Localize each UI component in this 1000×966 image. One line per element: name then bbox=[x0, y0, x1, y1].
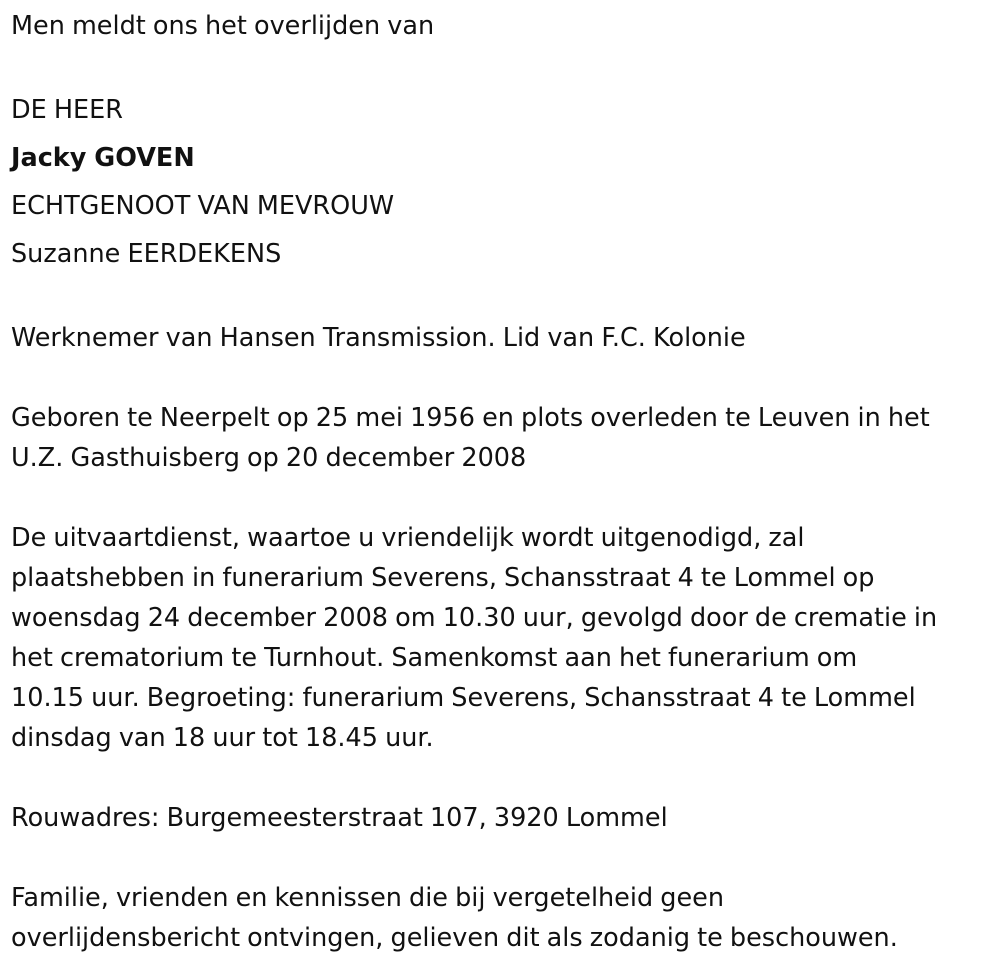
honorific-title: DE HEER bbox=[11, 95, 123, 125]
funeral-line-4: het crematorium te Turnhout. Samenkomst aan het funerarium om bbox=[11, 643, 858, 673]
spacer bbox=[11, 758, 996, 798]
birth-death-line-1: Geboren te Neerpelt op 25 mei 1956 en plots overleden te Leuven in het bbox=[11, 403, 930, 433]
mourning-address: Rouwadres: Burgemeesterstraat 107, 3920 Lommel bbox=[11, 803, 668, 833]
spacer bbox=[11, 478, 996, 518]
spacer bbox=[11, 838, 996, 878]
intro-text: Men meldt ons het overlijden van bbox=[11, 11, 435, 41]
occupation-text: Werknemer van Hansen Transmission. Lid van F.C. Kolonie bbox=[11, 323, 746, 353]
funeral-line-2: plaatshebben in funerarium Severens, Schansstraat 4 te Lommel op bbox=[11, 563, 875, 593]
funeral-line-5: 10.15 uur. Begroeting: funerarium Severens, Schansstraat 4 te Lommel bbox=[11, 683, 916, 713]
closing-line-1: Familie, vrienden en kennissen die bij vergetelheid geen bbox=[11, 883, 724, 913]
funeral-line-1: De uitvaartdienst, waartoe u vriendelijk wordt uitgenodigd, zal bbox=[11, 523, 805, 553]
birth-death-line-2: U.Z. Gasthuisberg op 20 december 2008 bbox=[11, 443, 527, 473]
spacer bbox=[11, 278, 996, 318]
spouse-title: ECHTGENOOT VAN MEVROUW bbox=[11, 191, 395, 221]
closing-line-2: overlijdensbericht ontvingen, gelieven dit als zodanig te beschouwen. bbox=[11, 923, 898, 953]
spacer bbox=[11, 46, 996, 86]
spacer bbox=[11, 358, 996, 398]
obituary-notice bbox=[11, 6, 996, 958]
spouse-name: Suzanne EERDEKENS bbox=[11, 239, 282, 269]
deceased-name: Jacky GOVEN bbox=[11, 143, 195, 173]
funeral-line-3: woensdag 24 december 2008 om 10.30 uur, gevolgd door de crematie in bbox=[11, 603, 938, 633]
funeral-line-6: dinsdag van 18 uur tot 18.45 uur. bbox=[11, 723, 434, 753]
